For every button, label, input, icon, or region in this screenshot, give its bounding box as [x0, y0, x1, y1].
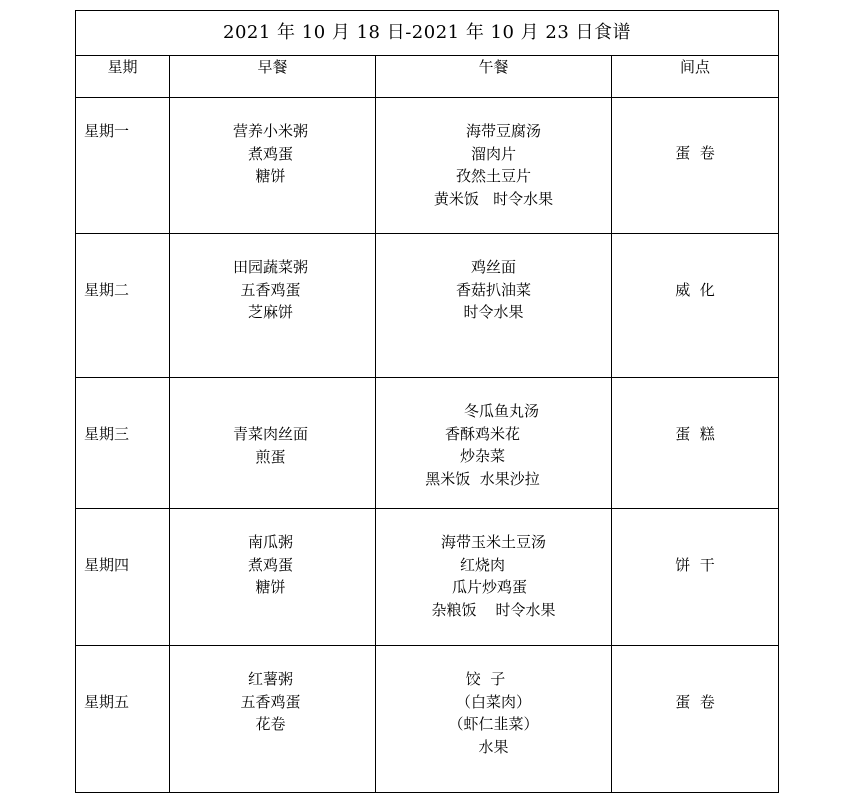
lunch-item: 红烧肉: [459, 555, 505, 574]
day-cell: [76, 509, 170, 646]
breakfast-item: 煮鸡蛋: [247, 144, 293, 163]
snack-cell: [612, 509, 779, 646]
day-cell: [76, 98, 170, 234]
lunch-item: 瓜片炒鸡蛋: [451, 578, 527, 596]
day-label: 星期三: [84, 425, 130, 443]
lunch-item: 鸡丝面: [470, 258, 516, 276]
snack-item: 蛋 卷: [675, 693, 715, 711]
header-snack: 间点: [612, 56, 779, 98]
snack-item: 饼 干: [675, 556, 715, 574]
day-label: 星期二: [84, 281, 130, 299]
lunch-item: （白菜肉）: [455, 692, 531, 711]
breakfast-item: 煮鸡蛋: [247, 555, 293, 574]
snack-cell: [612, 646, 779, 793]
breakfast-cell: [170, 646, 376, 793]
lunch-cell: [376, 509, 612, 646]
lunch-item: 饺 子: [465, 670, 506, 688]
breakfast-item: 芝麻饼: [247, 303, 293, 321]
lunch-item: 香菇扒油菜: [455, 280, 531, 299]
header-row: [76, 56, 779, 98]
table-row: [76, 378, 779, 509]
lunch-item: 香酥鸡米花: [444, 424, 520, 443]
day-label: 星期一: [84, 122, 130, 140]
table-row: [76, 509, 779, 646]
breakfast-cell: [170, 509, 376, 646]
table-row: [76, 98, 779, 234]
breakfast-item: 五香鸡蛋: [240, 280, 301, 299]
lunch-item: 时令水果: [463, 303, 524, 321]
header-lunch: 午餐: [376, 56, 612, 98]
breakfast-item: 营养小米粥: [232, 122, 308, 140]
lunch-item: 冬瓜鱼丸汤: [463, 402, 539, 420]
breakfast-item: 红薯粥: [247, 670, 293, 688]
breakfast-item: 田园蔬菜粥: [232, 258, 308, 276]
lunch-cell: [376, 646, 612, 793]
day-cell: [76, 378, 170, 509]
day-cell: [76, 234, 170, 378]
snack-cell: [612, 98, 779, 234]
lunch-cell: [376, 378, 612, 509]
table-row: [76, 234, 779, 378]
lunch-item: 水果: [478, 737, 509, 756]
lunch-item: 海带豆腐汤: [465, 122, 541, 140]
lunch-item: 炒杂菜: [459, 447, 505, 465]
lunch-item: （虾仁韭菜）: [448, 715, 539, 733]
lunch-item: 孜然土豆片: [455, 167, 531, 185]
day-cell: [76, 646, 170, 793]
header-day: 星期: [76, 56, 170, 98]
breakfast-item: 南瓜粥: [247, 533, 293, 551]
snack-cell: [612, 378, 779, 509]
lunch-cell: [376, 234, 612, 378]
menu-table: [75, 10, 779, 793]
breakfast-cell: [170, 234, 376, 378]
breakfast-item: 糖饼: [255, 578, 286, 596]
breakfast-cell: [170, 378, 376, 509]
day-label: 星期五: [84, 693, 130, 711]
lunch-item: 黑米饭 水果沙拉: [425, 469, 540, 488]
day-label: 星期四: [84, 556, 130, 574]
breakfast-cell: [170, 98, 376, 234]
breakfast-item: 糖饼: [255, 167, 286, 185]
lunch-item: 杂粮饭 时令水果: [431, 600, 556, 619]
lunch-item: 溜肉片: [470, 144, 516, 163]
snack-cell: [612, 234, 779, 378]
breakfast-item: 青菜肉丝面: [232, 425, 308, 443]
table-row: [76, 646, 779, 793]
snack-item: 威 化: [675, 281, 715, 299]
header-breakfast: 早餐: [170, 56, 376, 98]
table-title: 2021 年 10 月 18 日-2021 年 10 月 23 日食谱: [76, 11, 779, 56]
snack-item: 蛋 糕: [675, 425, 715, 443]
lunch-cell: [376, 98, 612, 234]
snack-item: 蛋 卷: [675, 144, 715, 162]
breakfast-item: 花卷: [255, 715, 286, 733]
lunch-item: 海带玉米土豆汤: [440, 533, 546, 551]
breakfast-item: 五香鸡蛋: [240, 692, 301, 711]
breakfast-item: 煎蛋: [255, 447, 286, 466]
lunch-item: 黄米饭 时令水果: [433, 189, 554, 208]
title-row: [76, 11, 779, 56]
